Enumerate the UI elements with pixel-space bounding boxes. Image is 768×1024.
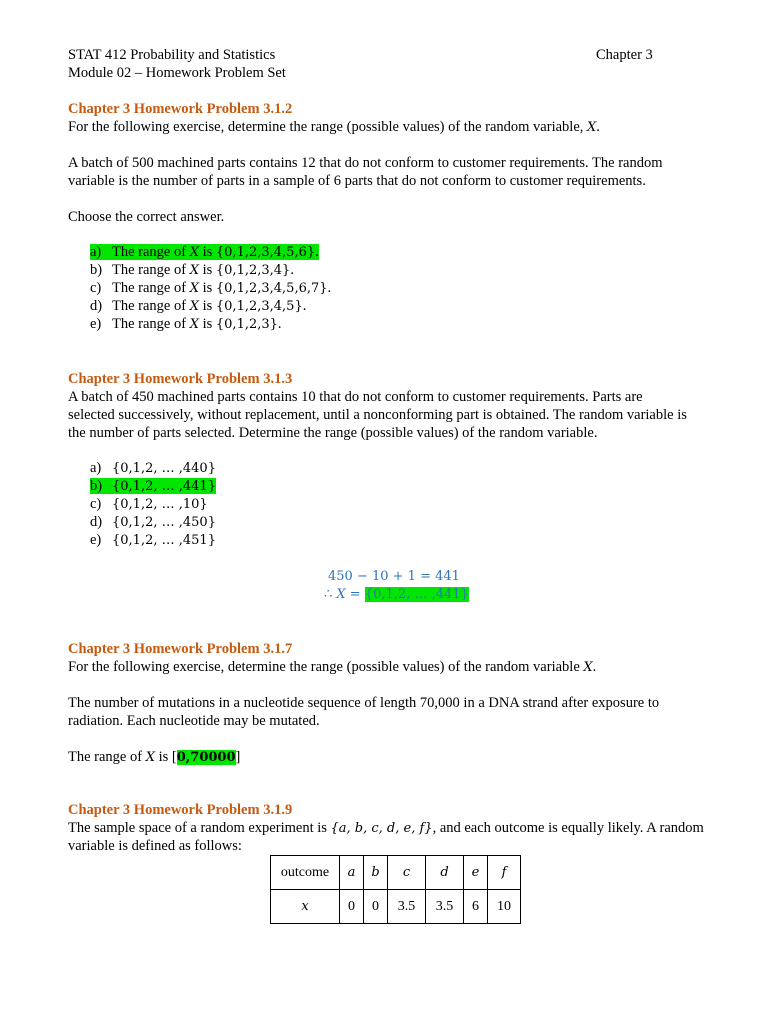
- highlighted-answer: 0,70000: [176, 750, 236, 765]
- problem-319-heading: Chapter 3 Homework Problem 3.1.9: [68, 802, 293, 818]
- problem-312-intro: [68, 118, 600, 136]
- intro-end: .: [592, 659, 597, 675]
- problem-313-heading: Chapter 3 Homework Problem 3.1.3: [68, 371, 293, 387]
- table-cell: f: [488, 856, 521, 890]
- option-letter: b): [90, 262, 103, 278]
- option-text: The range of: [112, 262, 190, 278]
- option-set: {0,1,2, … ,10}: [112, 497, 208, 512]
- problem-317-heading: Chapter 3 Homework Problem 3.1.7: [68, 641, 293, 657]
- variable-x: X: [189, 317, 199, 332]
- option-set: {0,1,2, … ,450}: [112, 515, 216, 530]
- course-title: STAT 412 Probability and Statistics: [68, 47, 276, 63]
- option-text: The range of: [112, 316, 190, 332]
- variable-x: X: [336, 587, 346, 602]
- sample-space-set: {a, b, c, d, e, f}: [330, 821, 433, 836]
- option-letter: c): [90, 280, 102, 296]
- body-text: , and each outcome is equally likely. A random: [432, 820, 704, 836]
- option-set: {0,1,2,3}: [215, 317, 278, 332]
- table-cell: outcome: [271, 856, 340, 890]
- option-text: is: [198, 316, 216, 332]
- option-text: The range of: [112, 298, 190, 314]
- option-letter: d): [90, 514, 103, 530]
- variable-x: X: [189, 281, 199, 296]
- option-end: .: [277, 316, 282, 332]
- option-text: The range of: [112, 280, 190, 296]
- option-letter: b): [90, 478, 103, 494]
- option-set: {0,1,2,3,4,5,6}: [215, 245, 316, 260]
- option-set: {0,1,2,3,4}: [215, 263, 291, 278]
- table-cell: x: [271, 890, 340, 924]
- problem-317-body-line1: The number of mutations in a nucleotide sequence of length 70,000 in a DNA strand after exposure to: [68, 695, 660, 711]
- option-312-b: [90, 261, 294, 279]
- answer-end: ]: [235, 749, 241, 765]
- option-set: {0,1,2,3,4,5}: [215, 299, 303, 314]
- variable-x: X: [189, 263, 199, 278]
- option-set: {0,1,2,3,4,5,6,7}: [215, 281, 328, 296]
- table-cell: 3.5: [426, 890, 464, 924]
- therefore-symbol: ∴: [324, 587, 337, 602]
- table-cell: 3.5: [388, 890, 426, 924]
- option-letter: c): [90, 496, 102, 512]
- module-title: Module 02 – Homework Problem Set: [68, 65, 286, 81]
- option-letter: d): [90, 298, 103, 314]
- option-end: .: [290, 262, 294, 278]
- table-cell: a: [340, 856, 364, 890]
- answer-text: is [: [154, 749, 177, 765]
- option-end: .: [302, 298, 307, 314]
- highlighted-answer: [90, 478, 216, 494]
- option-312-a: [90, 243, 319, 261]
- intro-text: For the following exercise, determine the range (possible values) of the random variable,: [68, 119, 588, 135]
- variable-x: X: [189, 245, 199, 260]
- variable-x: X: [583, 660, 593, 675]
- problem-317-answer: [68, 748, 240, 766]
- work-conclusion: [324, 586, 469, 604]
- chapter-label: Chapter 3: [596, 47, 653, 63]
- outcome-table-wrapper: [270, 855, 521, 924]
- variable-x: X: [587, 120, 597, 135]
- table-cell: 0: [364, 890, 388, 924]
- table-cell: 0: [340, 890, 364, 924]
- table-cell: b: [364, 856, 388, 890]
- intro-end: .: [596, 119, 600, 135]
- problem-313-body-line3: the number of parts selected. Determine the range (possible values) of the random variable.: [68, 425, 598, 441]
- option-312-c: [90, 279, 331, 297]
- problem-312-heading: Chapter 3 Homework Problem 3.1.2: [68, 101, 293, 117]
- option-313-c: [90, 495, 208, 513]
- problem-313-body-line2: selected successively, without replacement, until a nonconforming part is obtained. The random variable is: [68, 407, 687, 423]
- table-cell: 10: [488, 890, 521, 924]
- option-set: {0,1,2, … ,441}: [112, 479, 216, 494]
- highlighted-answer: [90, 244, 319, 260]
- table-header-row: [271, 856, 521, 890]
- table-cell: e: [464, 856, 488, 890]
- problem-319-body-line1: [68, 819, 704, 837]
- option-end: .: [327, 280, 332, 296]
- answer-text: The range of: [68, 749, 146, 765]
- problem-312-body-line1: A batch of 500 machined parts contains 12 that do not conform to customer requirements. The random: [68, 155, 663, 171]
- problem-317-body-line2: radiation. Each nucleotide may be mutated.: [68, 713, 320, 729]
- intro-text: For the following exercise, determine the range (possible values) of the random variable: [68, 659, 584, 675]
- option-313-a: [90, 459, 216, 477]
- option-text: The range of: [112, 244, 190, 260]
- option-text: is: [198, 262, 216, 278]
- option-313-d: [90, 513, 216, 531]
- outcome-table: [270, 855, 521, 924]
- option-312-e: [90, 315, 282, 333]
- table-cell: 6: [464, 890, 488, 924]
- problem-317-intro: [68, 658, 596, 676]
- option-312-d: [90, 297, 306, 315]
- highlighted-answer: {0,1,2, … ,441}: [364, 587, 469, 602]
- option-letter: e): [90, 532, 102, 548]
- option-letter: e): [90, 316, 102, 332]
- table-cell: d: [426, 856, 464, 890]
- variable-x: X: [145, 750, 155, 765]
- option-text: is: [198, 244, 216, 260]
- option-text: is: [198, 298, 216, 314]
- table-row: [271, 890, 521, 924]
- equals-sign: =: [345, 587, 365, 602]
- option-set: {0,1,2, … ,440}: [112, 461, 216, 476]
- option-313-e: [90, 531, 216, 549]
- variable-x: X: [189, 299, 199, 314]
- table-cell: c: [388, 856, 426, 890]
- option-313-b: [90, 477, 216, 495]
- option-end: .: [315, 244, 319, 260]
- option-text: is: [198, 280, 216, 296]
- option-set: {0,1,2, … ,451}: [112, 533, 216, 548]
- option-letter: a): [90, 460, 102, 476]
- problem-312-body-line2: variable is the number of parts in a sample of 6 parts that do not conform to customer requirements.: [68, 173, 646, 189]
- problem-312-prompt: Choose the correct answer.: [68, 209, 225, 225]
- work-equation: 450 − 10 + 1 = 441: [328, 569, 460, 584]
- body-text: The sample space of a random experiment is: [68, 820, 331, 836]
- problem-319-body-line2: variable is defined as follows:: [68, 838, 242, 854]
- option-letter: a): [90, 244, 102, 260]
- problem-313-body-line1: A batch of 450 machined parts contains 10 that do not conform to customer requirements. Parts are: [68, 389, 643, 405]
